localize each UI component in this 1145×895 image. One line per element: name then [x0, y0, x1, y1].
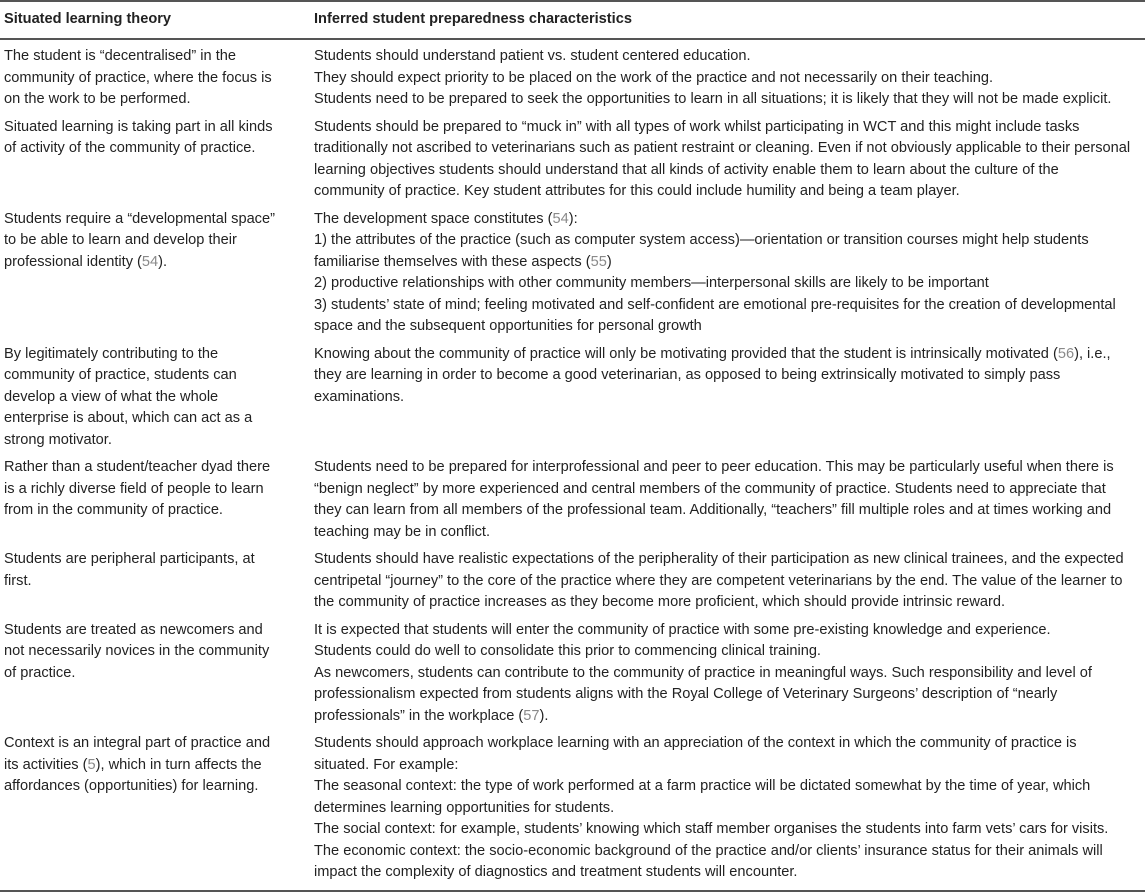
cell-text: Students are treated as newcomers and not necessarily novices in the community of practice.	[4, 621, 270, 681]
characteristics-cell	[292, 46, 1132, 111]
cell-text: It is expected that students will enter the community of practice with some pre-existing knowledge and experience.	[314, 621, 1051, 638]
cell-text: By legitimately contributing to the community of practice, students can develop a view of what the whole enterprise is about, which can act as a strong motivator.	[4, 345, 253, 448]
characteristic-line	[314, 344, 1132, 409]
cell-text: Students need to be prepared for interprofessional and peer to peer education. This may be particularly useful when there is “benign neglect” by more experienced and central members of the community of practice. Students need to appreciate that they can learn from all members of the professional team. Additionally, “teachers” fill multiple roles and at times working and teaching may be in conflict.	[314, 459, 1114, 540]
cell-text: 3) students’ state of mind; feeling motivated and self-confident are emotional pre-requisites for the creation of developmental space and the subsequent opportunities for personal growth	[314, 296, 1116, 334]
cell-text: )	[606, 253, 612, 270]
characteristics-cell	[292, 733, 1132, 884]
cell-text: The social context: for example, students’ knowing which staff member organises the students into farm vets’ cars for visits.	[314, 821, 1109, 837]
characteristic-line	[314, 776, 1132, 819]
theory-text	[4, 344, 280, 452]
theory-text	[4, 549, 280, 592]
table-row	[0, 40, 1145, 111]
theory-cell	[0, 46, 292, 111]
cell-text: Students are peripheral participants, at first.	[4, 551, 255, 589]
cell-text: ):	[568, 210, 578, 227]
cell-text: Students need to be prepared to seek the opportunities to learn in all situations; it is likely that they will not be made explicit.	[314, 91, 1112, 107]
cell-text: ), i.e., they are learning in order to become a good veterinarian, as opposed to being extrinsically motivated to simply pass examinations.	[314, 345, 1111, 405]
theory-text	[4, 209, 280, 274]
table-row	[0, 203, 1145, 338]
cell-text: Knowing about the community of practice will only be motivating provided that the student is intrinsically motivated (	[314, 345, 1058, 362]
citation-link[interactable]: 54	[552, 210, 569, 227]
theory-cell	[0, 549, 292, 614]
characteristic-line	[314, 68, 1132, 90]
cell-text: 1) the attributes of the practice (such as computer system access)—orientation or transition courses might help students familiarise themselves with these aspects (	[314, 232, 1089, 270]
citation-link[interactable]: 56	[1057, 345, 1075, 362]
table-row	[0, 727, 1145, 884]
characteristics-cell	[292, 344, 1132, 452]
table-header	[0, 2, 1145, 38]
cell-text: 2) productive relationships with other community members—interpersonal skills are likely to be important	[314, 275, 989, 291]
cell-text: The seasonal context: the type of work performed at a farm practice will be dictated somewhat by the time of year, which determines learning opportunities for students.	[314, 778, 1091, 816]
characteristic-line	[314, 819, 1132, 841]
theory-text	[4, 117, 280, 160]
cell-text: ).	[539, 707, 549, 724]
cell-text: Students should be prepared to “muck in” with all types of work whilst participating in WCT and this might include tasks traditionally not ascribed to veterinarians such as patient restraint or cleaning. Even if not obviously applicable to their personal learning objectives students should understand that all kinds of activity enable them to learn about the culture of the community of practice. Key student attributes for this could include humility and being a team player.	[314, 118, 1131, 199]
cell-text: The student is “decentralised” in the community of practice, where the focus is on the work to be performed.	[4, 48, 272, 107]
characteristic-line	[314, 549, 1132, 614]
theory-text	[4, 620, 280, 685]
theory-text	[4, 733, 280, 798]
citation-link[interactable]: 57	[523, 707, 540, 724]
theory-text	[4, 46, 280, 111]
theory-cell	[0, 344, 292, 452]
cell-text: Students could do well to consolidate this prior to commencing clinical training.	[314, 643, 821, 659]
cell-text: ), which in turn affects the affordances (opportunities) for learning.	[4, 756, 262, 794]
header-preparedness-characteristics: Inferred student preparedness characteristics	[314, 11, 632, 28]
characteristic-line	[314, 273, 1132, 295]
citation-link[interactable]: 55	[590, 253, 607, 270]
characteristics-cell	[292, 117, 1132, 203]
table-row	[0, 451, 1145, 543]
characteristic-line	[314, 841, 1132, 884]
theory-text	[4, 457, 280, 522]
theory-cell	[0, 733, 292, 884]
cell-text: The development space constitutes (	[314, 210, 553, 227]
theory-cell	[0, 457, 292, 543]
cell-text: Students should have realistic expectations of the peripherality of their participation as new clinical trainees, and the expected centripetal “journey” to the core of the practice where they are competent veterinarians by the end. The value of the learner to the community of practice increases as they become more proficient, which should provide intrinsic reward.	[314, 551, 1124, 610]
characteristic-line	[314, 295, 1132, 338]
cell-text: Students require a “developmental space” to be able to learn and develop their professional identity (	[4, 210, 275, 270]
theory-cell	[0, 620, 292, 728]
characteristic-line	[314, 663, 1132, 728]
cell-text: ).	[158, 253, 168, 270]
bottom-rule	[0, 890, 1145, 892]
theory-cell	[0, 209, 292, 338]
cell-text: The economic context: the socio-economic background of the practice and/or clients’ insurance status for their animals will impact the complexity of diagnostics and treatment students will encounter.	[314, 842, 1103, 880]
characteristic-line	[314, 89, 1132, 111]
table-row	[0, 338, 1145, 452]
characteristic-line	[314, 230, 1132, 273]
characteristics-cell	[292, 620, 1132, 728]
characteristics-cell	[292, 549, 1132, 614]
cell-text: Students should approach workplace learning with an appreciation of the context in which the community of practice is situated. For example:	[314, 735, 1077, 773]
table-row	[0, 614, 1145, 728]
characteristic-line	[314, 620, 1132, 642]
characteristic-line	[314, 46, 1132, 68]
cell-text: Rather than a student/teacher dyad there is a richly diverse field of people to learn from in the community of practice.	[4, 459, 271, 518]
cell-text: They should expect priority to be placed on the work of the practice and not necessarily on their teaching.	[314, 69, 994, 86]
header-situated-learning-theory: Situated learning theory	[4, 11, 172, 28]
table-row	[0, 543, 1145, 614]
cell-text: Situated learning is taking part in all kinds of activity of the community of practice.	[4, 118, 273, 156]
table-row	[0, 111, 1145, 203]
characteristic-line	[314, 209, 1132, 231]
table-body	[0, 40, 1145, 884]
characteristic-line	[314, 733, 1132, 776]
characteristics-cell	[292, 209, 1132, 338]
cell-text: Students should understand patient vs. student centered education.	[314, 48, 751, 64]
cell-text: As newcomers, students can contribute to the community of practice in meaningful ways. Such responsibility and level of professionalism expected from students aligns with the Royal College of Veterinary Surgeons’ description of “nearly professionals” in the workplace (	[314, 664, 1092, 724]
citation-link[interactable]: 54	[141, 253, 159, 270]
citation-link[interactable]: 5	[87, 756, 96, 773]
characteristics-cell	[292, 457, 1132, 543]
characteristic-line	[314, 117, 1132, 203]
characteristic-line	[314, 641, 1132, 663]
characteristic-line	[314, 457, 1132, 543]
theory-cell	[0, 117, 292, 203]
cell-text: Context is an integral part of practice and its activities (	[4, 735, 271, 773]
